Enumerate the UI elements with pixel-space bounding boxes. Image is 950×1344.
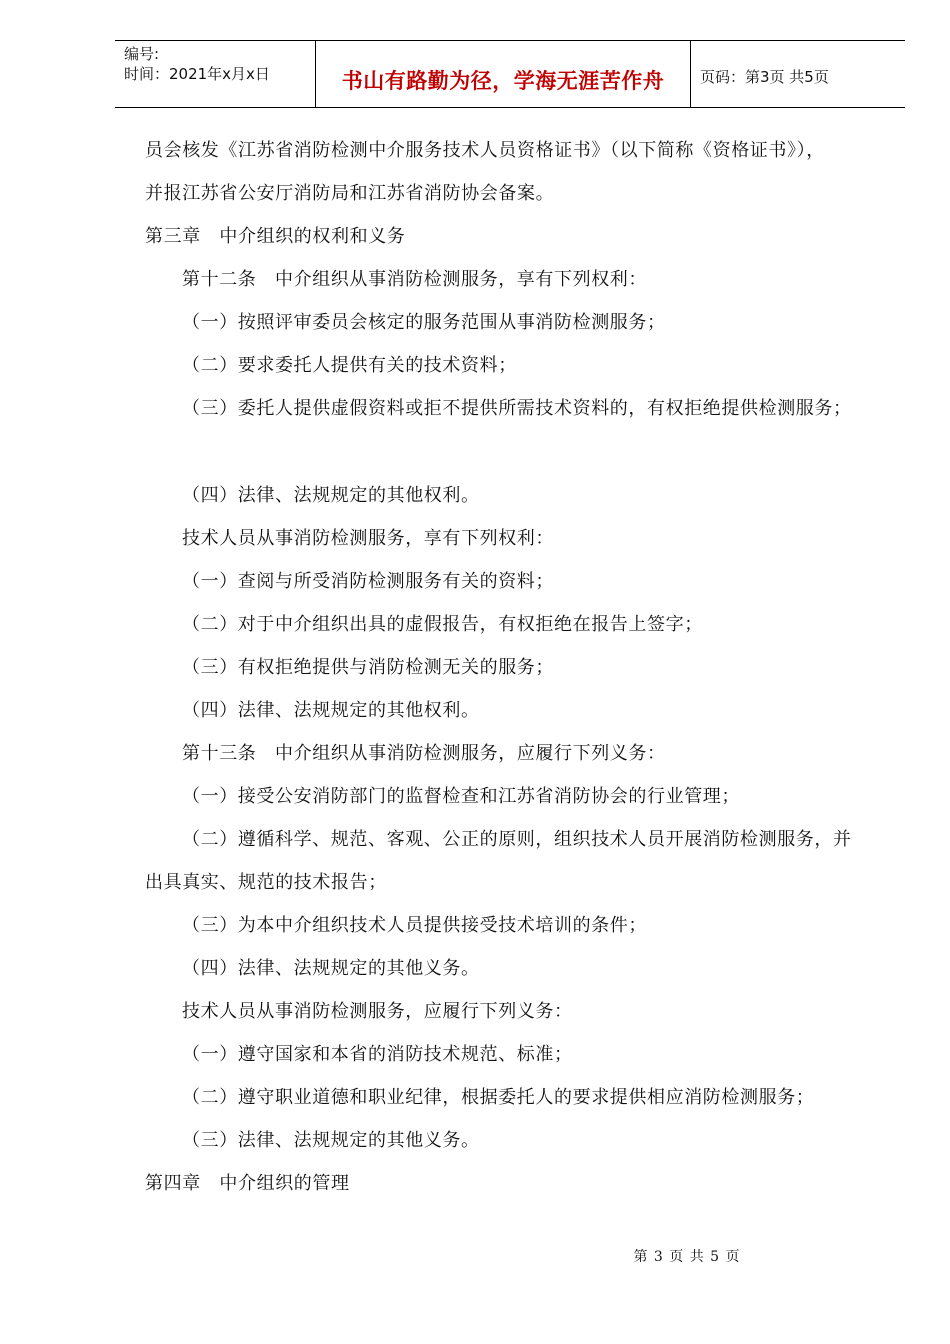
chapter-heading: 第三章 中介组织的权利和义务 [145,226,406,247]
paragraph-line: 员会核发《江苏省消防检测中介服务技术人员资格证书》（以下简称《资格证书》）， [145,140,825,161]
list-item: （四）法律、法规规定的其他权利。 [182,700,480,721]
list-item: （三）有权拒绝提供与消防检测无关的服务； [182,657,554,678]
header-page-cell [690,41,905,107]
page-footer [0,1246,950,1266]
footer-page-number: 第 3 页 共 5 页 [633,1249,741,1265]
list-item: （一）查阅与所受消防检测服务有关的资料； [182,571,554,592]
list-item: （二）遵守职业道德和职业纪律，根据委托人的要求提供相应消防检测服务； [182,1087,815,1108]
paragraph-line: 出具真实、规范的技术报告； [145,872,387,893]
paragraph-line: 技术人员从事消防检测服务，享有下列权利： [182,528,554,549]
list-item: （一）遵守国家和本省的消防技术规范、标准； [182,1044,573,1065]
article-line: 第十二条 中介组织从事消防检测服务，享有下列权利： [182,269,647,290]
header-page-info: 页码：第3页 共5页 [700,68,829,86]
header-meta-cell [115,41,315,107]
list-item: （三）法律、法规规定的其他义务。 [182,1130,480,1151]
list-item: （一）按照评审委员会核定的服务范围从事消防检测服务； [182,312,666,333]
article-line: 第十三条 中介组织从事消防检测服务，应履行下列义务： [182,743,666,764]
document-time-label: 时间：2021年x月x日 [124,65,270,83]
list-item: （一）接受公安消防部门的监督检查和江苏省消防协会的行业管理； [182,786,740,807]
list-item: （四）法律、法规规定的其他权利。 [182,485,480,506]
list-item: （三）为本中介组织技术人员提供接受技术培训的条件； [182,915,647,936]
list-item: （三）委托人提供虚假资料或拒不提供所需技术资料的，有权拒绝提供检测服务； [182,398,852,419]
paragraph-line: 技术人员从事消防检测服务，应履行下列义务： [182,1001,573,1022]
chapter-heading: 第四章 中介组织的管理 [145,1173,350,1194]
list-item: （二）遵循科学、规范、客观、公正的原则，组织技术人员开展消防检测服务，并 [182,829,852,850]
list-item: （四）法律、法规规定的其他义务。 [182,958,480,979]
list-item: （二）要求委托人提供有关的技术资料； [182,355,517,376]
header-motto-cell [315,41,691,107]
paragraph-line: 并报江苏省公安厅消防局和江苏省消防协会备案。 [145,183,555,204]
header-motto: 书山有路勤为径，学海无涯苦作舟 [341,68,665,93]
list-item: （二）对于中介组织出具的虚假报告，有权拒绝在报告上签字； [182,614,703,635]
document-number-label: 编号: [124,45,160,63]
page-header [115,40,905,108]
